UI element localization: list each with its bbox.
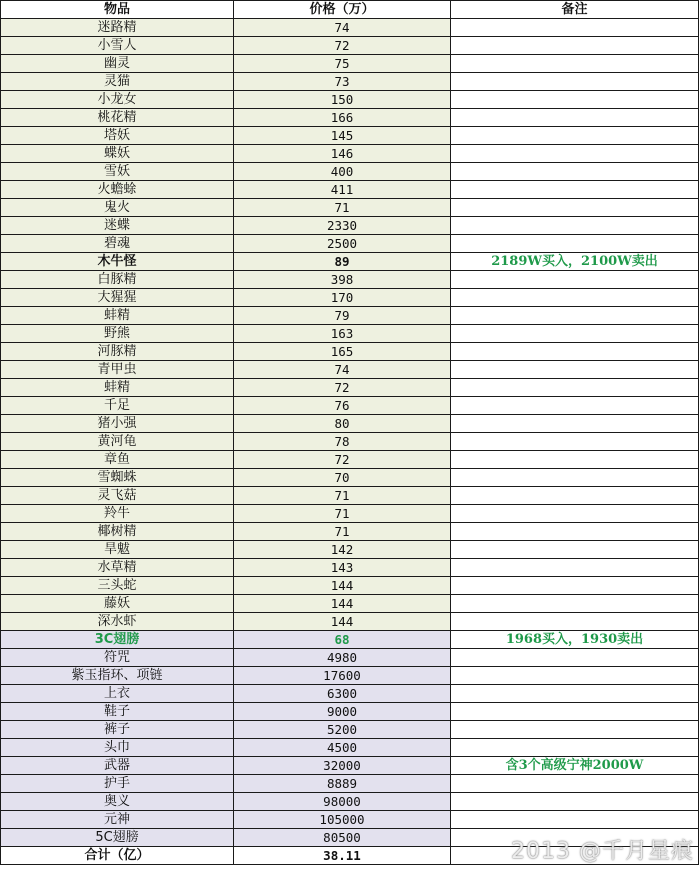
item-price-cell: 144 (234, 595, 451, 613)
table-row (1, 163, 699, 181)
item-name-cell: 蚌精 (1, 379, 234, 397)
item-note-cell (451, 127, 699, 145)
table-row (1, 703, 699, 721)
item-price-cell: 79 (234, 307, 451, 325)
item-note-cell (451, 793, 699, 811)
table-row (1, 451, 699, 469)
item-price-cell: 146 (234, 145, 451, 163)
item-note-cell (451, 19, 699, 37)
item-name-cell: 大猩猩 (1, 289, 234, 307)
table-row (1, 109, 699, 127)
item-name-cell: 三头蛇 (1, 577, 234, 595)
item-name-cell: 紫玉指环、项链 (1, 667, 234, 685)
item-price-cell: 80500 (234, 829, 451, 847)
item-note-cell (451, 91, 699, 109)
item-price-cell: 6300 (234, 685, 451, 703)
item-name-cell: 河豚精 (1, 343, 234, 361)
item-name-cell: 头巾 (1, 739, 234, 757)
header-price: 价格（万） (234, 1, 451, 19)
item-name-cell: 猪小强 (1, 415, 234, 433)
item-note-cell (451, 361, 699, 379)
item-price-cell: 72 (234, 37, 451, 55)
item-note-cell (451, 145, 699, 163)
item-note-cell (451, 181, 699, 199)
item-name-cell: 上衣 (1, 685, 234, 703)
table-row (1, 397, 699, 415)
table-row (1, 271, 699, 289)
header-row (1, 1, 699, 19)
table-row (1, 739, 699, 757)
item-note-cell (451, 721, 699, 739)
item-name-cell: 深水虾 (1, 613, 234, 631)
item-name-cell: 雪妖 (1, 163, 234, 181)
item-name-cell: 武器 (1, 757, 234, 775)
item-name-cell: 灵猫 (1, 73, 234, 91)
item-note-cell (451, 469, 699, 487)
table-row (1, 667, 699, 685)
item-note-cell (451, 577, 699, 595)
header-note: 备注 (451, 1, 699, 19)
table-row (1, 289, 699, 307)
item-name-cell: 旱魃 (1, 541, 234, 559)
item-name-cell: 3C翅膀 (1, 631, 234, 649)
item-price-cell: 72 (234, 451, 451, 469)
item-name-cell: 青甲虫 (1, 361, 234, 379)
item-note-cell: 2189W买入，2100W卖出 (451, 253, 699, 271)
table-row (1, 541, 699, 559)
item-note-cell (451, 289, 699, 307)
item-note-cell (451, 649, 699, 667)
item-note-cell (451, 199, 699, 217)
item-note-cell (451, 271, 699, 289)
item-note-cell (451, 307, 699, 325)
item-price-cell: 71 (234, 487, 451, 505)
table-row (1, 343, 699, 361)
item-price-cell: 74 (234, 361, 451, 379)
item-price-cell: 165 (234, 343, 451, 361)
item-name-cell: 水草精 (1, 559, 234, 577)
item-name-cell: 野熊 (1, 325, 234, 343)
item-price-cell: 75 (234, 55, 451, 73)
table-row (1, 577, 699, 595)
item-note-cell: 含3个高级宁神2000W (451, 757, 699, 775)
item-note-cell (451, 505, 699, 523)
item-note-cell (451, 451, 699, 469)
item-name-cell: 幽灵 (1, 55, 234, 73)
item-name-cell: 碧魂 (1, 235, 234, 253)
header-name: 物品 (1, 1, 234, 19)
item-name-cell: 塔妖 (1, 127, 234, 145)
item-name-cell: 蚌精 (1, 307, 234, 325)
item-price-cell: 411 (234, 181, 451, 199)
item-name-cell: 5C翅膀 (1, 829, 234, 847)
table-row (1, 37, 699, 55)
item-name-cell: 符咒 (1, 649, 234, 667)
item-note-cell (451, 613, 699, 631)
item-name-cell: 桃花精 (1, 109, 234, 127)
item-note-cell (451, 685, 699, 703)
table-row (1, 793, 699, 811)
table-row (1, 253, 699, 271)
table-row (1, 433, 699, 451)
item-price-cell: 4980 (234, 649, 451, 667)
item-note-cell (451, 55, 699, 73)
item-name-cell: 护手 (1, 775, 234, 793)
item-note-cell (451, 487, 699, 505)
item-price-cell: 145 (234, 127, 451, 145)
table-row (1, 145, 699, 163)
item-name-cell: 迷蝶 (1, 217, 234, 235)
item-price-cell: 170 (234, 289, 451, 307)
item-price-cell: 76 (234, 397, 451, 415)
item-name-cell: 裤子 (1, 721, 234, 739)
item-name-cell: 鬼火 (1, 199, 234, 217)
item-price-cell: 5200 (234, 721, 451, 739)
item-price-cell: 89 (234, 253, 451, 271)
table-row (1, 181, 699, 199)
item-note-cell (451, 775, 699, 793)
item-price-cell: 143 (234, 559, 451, 577)
item-note-cell (451, 163, 699, 181)
table-row (1, 505, 699, 523)
item-price-cell: 105000 (234, 811, 451, 829)
item-name-cell: 小雪人 (1, 37, 234, 55)
watermark: 2013 @千月星痕 (511, 839, 694, 864)
item-price-cell: 70 (234, 469, 451, 487)
table-row (1, 613, 699, 631)
item-price-cell: 73 (234, 73, 451, 91)
table-row (1, 379, 699, 397)
table-row (1, 685, 699, 703)
item-note-cell (451, 523, 699, 541)
item-name-cell: 鞋子 (1, 703, 234, 721)
item-price-cell: 98000 (234, 793, 451, 811)
item-name-cell: 元神 (1, 811, 234, 829)
item-price-cell: 80 (234, 415, 451, 433)
item-name-cell: 迷路精 (1, 19, 234, 37)
item-name-cell: 灵飞菇 (1, 487, 234, 505)
table-body (1, 19, 699, 847)
item-price-cell: 150 (234, 91, 451, 109)
item-name-cell: 羚牛 (1, 505, 234, 523)
item-name-cell: 火蟾蜍 (1, 181, 234, 199)
item-price-cell: 71 (234, 199, 451, 217)
table-row (1, 199, 699, 217)
item-name-cell: 奥义 (1, 793, 234, 811)
table-row (1, 325, 699, 343)
item-note-cell (451, 541, 699, 559)
item-note-cell (451, 811, 699, 829)
item-price-cell: 74 (234, 19, 451, 37)
table-row (1, 217, 699, 235)
item-price-cell: 144 (234, 577, 451, 595)
total-value: 38.11 (234, 847, 451, 865)
item-note-cell (451, 559, 699, 577)
table-row (1, 721, 699, 739)
item-name-cell: 雪蜘蛛 (1, 469, 234, 487)
item-price-cell: 144 (234, 613, 451, 631)
table-row (1, 559, 699, 577)
table-row (1, 91, 699, 109)
total-label: 合计（亿） (1, 847, 234, 865)
item-price-cell: 78 (234, 433, 451, 451)
item-name-cell: 蝶妖 (1, 145, 234, 163)
item-note-cell (451, 73, 699, 91)
table-row (1, 127, 699, 145)
table-row (1, 55, 699, 73)
item-price-cell: 398 (234, 271, 451, 289)
item-name-cell: 藤妖 (1, 595, 234, 613)
item-note-cell (451, 739, 699, 757)
item-price-cell: 9000 (234, 703, 451, 721)
table-row (1, 775, 699, 793)
item-name-cell: 椰树精 (1, 523, 234, 541)
item-note-cell (451, 343, 699, 361)
item-price-cell: 2500 (234, 235, 451, 253)
table-row (1, 73, 699, 91)
table-row (1, 361, 699, 379)
table-row (1, 307, 699, 325)
table-row (1, 595, 699, 613)
item-note-cell (451, 109, 699, 127)
item-price-cell: 8889 (234, 775, 451, 793)
item-note-cell (451, 397, 699, 415)
item-note-cell (451, 433, 699, 451)
item-note-cell (451, 703, 699, 721)
item-price-cell: 4500 (234, 739, 451, 757)
item-name-cell: 木牛怪 (1, 253, 234, 271)
item-note-cell (451, 595, 699, 613)
item-price-cell: 71 (234, 523, 451, 541)
item-note-cell (451, 379, 699, 397)
item-note-cell (451, 37, 699, 55)
item-name-cell: 千足 (1, 397, 234, 415)
item-price-cell: 68 (234, 631, 451, 649)
item-price-cell: 32000 (234, 757, 451, 775)
item-price-cell: 163 (234, 325, 451, 343)
item-note-cell (451, 325, 699, 343)
item-name-cell: 白豚精 (1, 271, 234, 289)
item-note-cell (451, 217, 699, 235)
item-note-cell (451, 667, 699, 685)
item-note-cell (451, 235, 699, 253)
item-name-cell: 章鱼 (1, 451, 234, 469)
table-row (1, 235, 699, 253)
item-name-cell: 小龙女 (1, 91, 234, 109)
item-price-cell: 17600 (234, 667, 451, 685)
item-price-cell: 166 (234, 109, 451, 127)
table-row (1, 19, 699, 37)
item-price-cell: 71 (234, 505, 451, 523)
table-row (1, 631, 699, 649)
table-row (1, 523, 699, 541)
table-row (1, 487, 699, 505)
item-note-cell (451, 415, 699, 433)
table-row (1, 415, 699, 433)
table-row (1, 757, 699, 775)
item-note-cell: 1968买入，1930卖出 (451, 631, 699, 649)
table-row (1, 649, 699, 667)
table-row (1, 469, 699, 487)
item-name-cell: 黄河龟 (1, 433, 234, 451)
item-price-cell: 142 (234, 541, 451, 559)
item-price-cell: 72 (234, 379, 451, 397)
table-row (1, 811, 699, 829)
item-price-cell: 400 (234, 163, 451, 181)
item-price-cell: 2330 (234, 217, 451, 235)
